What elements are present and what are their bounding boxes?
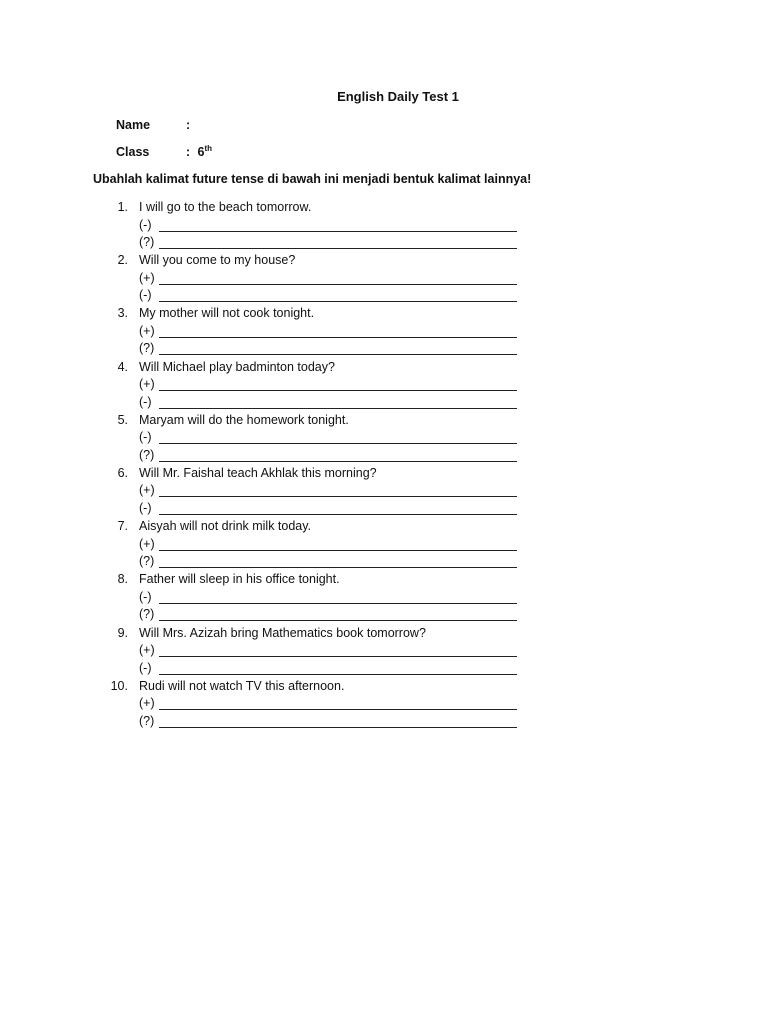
question-number: 9. xyxy=(117,625,128,640)
question-text: Father will sleep in his office tonight. xyxy=(139,572,340,587)
answer-blank-line[interactable] xyxy=(159,590,517,604)
answer-blank-line[interactable] xyxy=(159,324,517,338)
question-number: 7. xyxy=(117,519,128,534)
question-text: Aisyah will not drink milk today. xyxy=(139,519,312,534)
answer-marker: (+) xyxy=(139,696,155,711)
answer-blank-line[interactable] xyxy=(159,483,517,497)
question-header xyxy=(0,252,600,269)
answer-marker: (+) xyxy=(139,536,155,551)
question-header xyxy=(0,678,600,695)
question-header xyxy=(0,465,600,482)
name-field-row xyxy=(116,118,194,132)
answer-marker: (?) xyxy=(139,713,155,728)
answer-row xyxy=(139,536,517,553)
answer-marker: (-) xyxy=(139,288,152,303)
question-number: 4. xyxy=(117,359,128,374)
answer-blank-line[interactable] xyxy=(159,430,517,444)
answer-row xyxy=(139,234,517,251)
question-header xyxy=(0,359,600,376)
answer-row xyxy=(139,217,517,234)
question-text: Will Mr. Faishal teach Akhlak this morning? xyxy=(139,465,377,480)
answer-marker: (?) xyxy=(139,447,155,462)
question-number: 3. xyxy=(117,306,128,321)
name-separator: : xyxy=(186,118,191,132)
name-label: Name xyxy=(116,118,151,132)
question-list xyxy=(0,199,768,731)
answer-marker: (+) xyxy=(139,323,155,338)
class-value xyxy=(194,145,212,159)
answer-marker: (-) xyxy=(139,217,152,232)
answer-row xyxy=(139,642,517,659)
question-header xyxy=(0,305,600,322)
answer-row xyxy=(139,376,517,393)
question-text: My mother will not cook tonight. xyxy=(139,306,315,321)
answer-row xyxy=(139,429,517,446)
answer-marker: (?) xyxy=(139,607,155,622)
question-text: Rudi will not watch TV this afternoon. xyxy=(139,678,345,693)
question-item xyxy=(0,465,768,518)
class-label: Class xyxy=(116,145,150,159)
answer-blank-line[interactable] xyxy=(159,377,517,391)
question-header xyxy=(0,625,600,642)
answer-marker: (-) xyxy=(139,660,152,675)
answer-row xyxy=(139,589,517,606)
question-number: 2. xyxy=(117,253,128,268)
question-text: Maryam will do the homework tonight. xyxy=(139,412,349,427)
answer-marker: (+) xyxy=(139,377,155,392)
answer-marker: (+) xyxy=(139,483,155,498)
answer-blank-line[interactable] xyxy=(159,501,517,515)
question-text: Will Michael play badminton today? xyxy=(139,359,335,374)
answer-blank-line[interactable] xyxy=(159,271,517,285)
answer-row xyxy=(139,323,517,340)
answer-row xyxy=(139,270,517,287)
answer-row xyxy=(139,447,517,464)
answer-row xyxy=(139,553,517,570)
answer-row xyxy=(139,713,517,730)
answer-blank-line[interactable] xyxy=(159,554,517,568)
question-header xyxy=(0,412,600,429)
answer-row xyxy=(139,287,517,304)
answer-row xyxy=(139,606,517,623)
answer-row xyxy=(139,340,517,357)
question-item xyxy=(0,412,768,465)
answer-marker: (?) xyxy=(139,341,155,356)
answer-marker: (?) xyxy=(139,235,155,249)
class-value-number: 6 xyxy=(197,145,205,159)
question-item xyxy=(0,359,768,412)
answer-blank-line[interactable] xyxy=(159,341,517,355)
page-title: English Daily Test 1 xyxy=(337,89,459,104)
answer-marker: (-) xyxy=(139,500,152,515)
question-item xyxy=(0,252,768,305)
answer-marker: (+) xyxy=(139,270,155,285)
answer-blank-line[interactable] xyxy=(159,714,517,728)
answer-blank-line[interactable] xyxy=(159,395,517,409)
question-header xyxy=(0,199,600,216)
question-header xyxy=(0,571,600,588)
answer-blank-line[interactable] xyxy=(159,288,517,302)
question-text: Will Mrs. Azizah bring Mathematics book tomorrow? xyxy=(139,625,426,640)
answer-blank-line[interactable] xyxy=(159,643,517,657)
answer-row xyxy=(139,660,517,677)
question-number: 1. xyxy=(117,200,128,214)
question-text: I will go to the beach tomorrow. xyxy=(139,200,312,214)
answer-row xyxy=(139,482,517,499)
answer-marker: (-) xyxy=(139,430,152,445)
answer-marker: (?) xyxy=(139,554,155,569)
answer-blank-line[interactable] xyxy=(159,218,517,232)
question-number: 5. xyxy=(117,412,128,427)
answer-row xyxy=(139,500,517,517)
question-item xyxy=(0,199,768,252)
answer-blank-line[interactable] xyxy=(159,696,517,710)
question-number: 8. xyxy=(117,572,128,587)
answer-row xyxy=(139,695,517,712)
class-separator: : xyxy=(186,145,191,159)
answer-marker: (+) xyxy=(139,643,155,657)
class-value-suffix: th xyxy=(204,143,212,153)
answer-row xyxy=(139,394,517,411)
answer-marker: (-) xyxy=(139,589,152,604)
question-text: Will you come to my house? xyxy=(139,253,296,268)
answer-blank-line[interactable] xyxy=(159,448,517,462)
answer-blank-line[interactable] xyxy=(159,661,517,675)
question-item xyxy=(0,625,768,678)
answer-blank-line[interactable] xyxy=(159,607,517,621)
answer-blank-line[interactable] xyxy=(159,235,517,249)
question-number: 6. xyxy=(117,465,128,480)
question-item xyxy=(0,305,768,358)
answer-blank-line[interactable] xyxy=(159,537,517,551)
question-item xyxy=(0,678,768,731)
question-item xyxy=(0,518,768,571)
question-item xyxy=(0,571,768,624)
question-number: 10. xyxy=(110,678,128,693)
instruction-text: Ubahlah kalimat future tense di bawah ini menjadi bentuk kalimat lainnya! xyxy=(93,172,532,186)
question-header xyxy=(0,518,600,535)
answer-marker: (-) xyxy=(139,394,152,409)
class-field-row xyxy=(116,145,212,159)
